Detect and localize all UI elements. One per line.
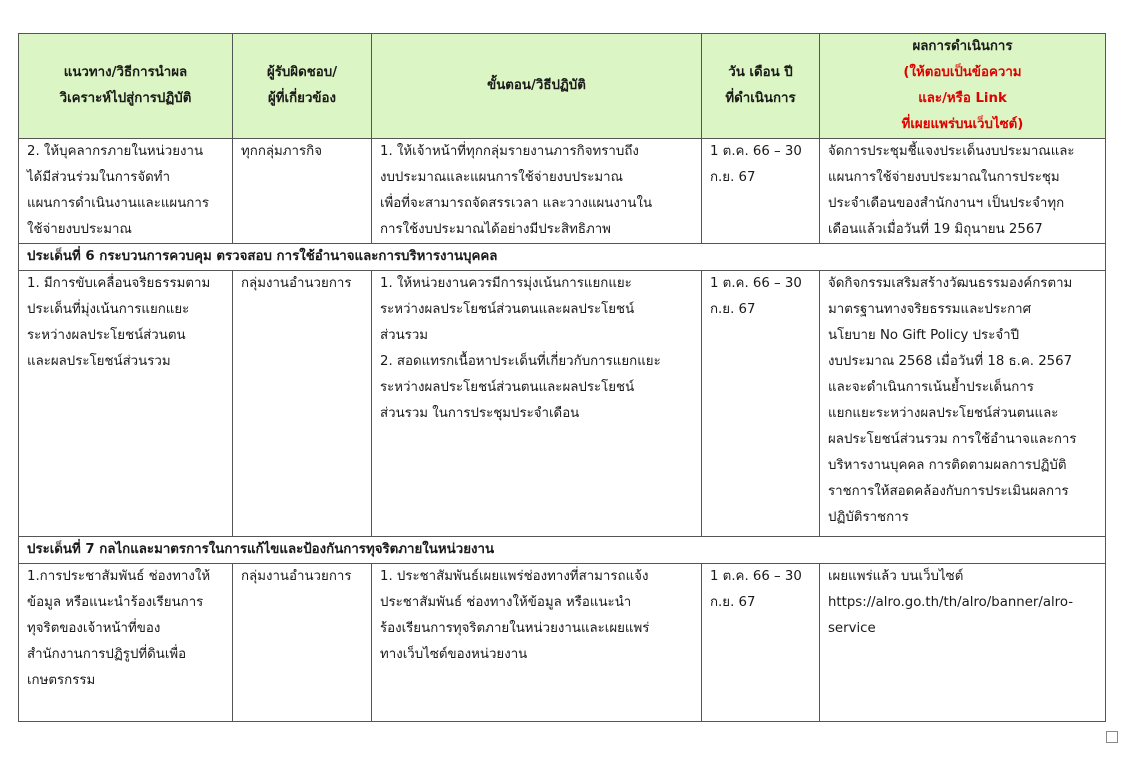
cell-result: จัดการประชุมชี้แจงประเด็นงบประมาณและ แผนการใช้จ่ายงบประมาณในการประชุม ประจำเดือนของสำนักงานฯ เป็นประจำทุก เดือนแล้วเมื่อวันที่ 19 มิถุนายน 2567 [820,139,1106,244]
cell-responsible: ทุกกลุ่มภารกิจ [233,139,372,244]
cell-result: เผยแพร่แล้ว บนเว็บไซต์ https://alro.go.th/th/alro/banner/alro- service [820,564,1106,722]
cell-steps: 1. ประชาสัมพันธ์เผยแพร่ช่องทางที่สามารถแจ้ง ประชาสัมพันธ์ ช่องทางให้ข้อมูล หรือแนะนำ ร้องเรียนการทุจริตภายในหน่วยงานและเผยแพร่ ทางเว็บไซต์ของหน่วยงาน [372,564,702,722]
section-7-row [19,537,1106,564]
cell-date: 1 ต.ค. 66 – 30 ก.ย. 67 [702,271,820,537]
header-date: วัน เดือน ปี ที่ดำเนินการ [702,34,820,139]
cell-approach: 1. มีการขับเคลื่อนจริยธรรมตาม ประเด็นที่มุ่งเน้นการแยกแยะ ระหว่างผลประโยชน์ส่วนตน และผลประโยชน์ส่วนรวม [19,271,233,537]
action-plan-table [18,33,1106,722]
table-row [19,139,1106,244]
cell-steps: 1. ให้เจ้าหน้าที่ทุกกลุ่มรายงานภารกิจทราบถึง งบประมาณและแผนการใช้จ่ายงบประมาณ เพื่อที่จะสามารถจัดสรรเวลา และวางแผนงานใน การใช้งบประมาณได้อย่างมีประสิทธิภาพ [372,139,702,244]
table-header-row [19,34,1106,139]
cell-date: 1 ต.ค. 66 – 30 ก.ย. 67 [702,139,820,244]
header-approach: แนวทาง/วิธีการนำผล วิเคราะห์ไปสู่การปฏิบัติ [19,34,233,139]
cell-approach: 2. ให้บุคลากรภายในหน่วยงาน ได้มีส่วนร่วมในการจัดทำ แผนการดำเนินงานและแผนการ ใช้จ่ายงบประมาณ [19,139,233,244]
header-steps: ขั้นตอน/วิธีปฏิบัติ [372,34,702,139]
header-responsible: ผู้รับผิดชอบ/ ผู้ที่เกี่ยวข้อง [233,34,372,139]
cell-responsible: กลุ่มงานอำนวยการ [233,564,372,722]
cell-responsible: กลุ่มงานอำนวยการ [233,271,372,537]
cell-approach: 1.การประชาสัมพันธ์ ช่องทางให้ ข้อมูล หรือแนะนำร้องเรียนการ ทุจริตของเจ้าหน้าที่ของ สำนักงานการปฏิรูปที่ดินเพื่อ เกษตรกรรม [19,564,233,722]
table-row [19,271,1106,537]
section-6-title: ประเด็นที่ 6 กระบวนการควบคุม ตรวจสอบ การใช้อำนาจและการบริหารงานบุคคล [19,244,1106,271]
section-6-row [19,244,1106,271]
table-row [19,564,1106,722]
cell-result: จัดกิจกรรมเสริมสร้างวัฒนธรรมองค์กรตาม มาตรฐานทางจริยธรรมและประกาศ นโยบาย No Gift Policy ประจำปี งบประมาณ 2568 เมื่อวันที่ 18 ธ.ค. 2567 และจะดำเนินการเน้นย้ำประเด็นการ แยกแยะระหว่างผลประโยชน์ส่วนตนและ ผลประโยชน์ส่วนรวม การใช้อำนาจและการ บริหารงานบุคคล การติดตามผลการปฏิบัติ ราชการให้สอดคล้องกับการประเมินผลการ ปฏิบัติราชการ [820,271,1106,537]
result-url-link[interactable]: https://alro.go.th/th/alro/banner/alro- [828,595,1074,610]
section-7-title: ประเด็นที่ 7 กลไกและมาตรการในการแก้ไขและป้องกันการทุจริตภายในหน่วยงาน [19,537,1106,564]
page-corner-marker [1106,731,1118,743]
cell-date: 1 ต.ค. 66 – 30 ก.ย. 67 [702,564,820,722]
header-result: ผลการดำเนินการ (ให้ตอบเป็นข้อความ และ/หรือ Link ที่เผยแพร่บนเว็บไซต์) [820,34,1106,139]
cell-steps: 1. ให้หน่วยงานควรมีการมุ่งเน้นการแยกแยะ ระหว่างผลประโยชน์ส่วนตนและผลประโยชน์ ส่วนรวม 2. สอดแทรกเนื้อหาประเด็นที่เกี่ยวกับการแยกแยะ ระหว่างผลประโยชน์ส่วนตนและผลประโยชน์ ส่วนรวม ในการประชุมประจำเดือน [372,271,702,537]
